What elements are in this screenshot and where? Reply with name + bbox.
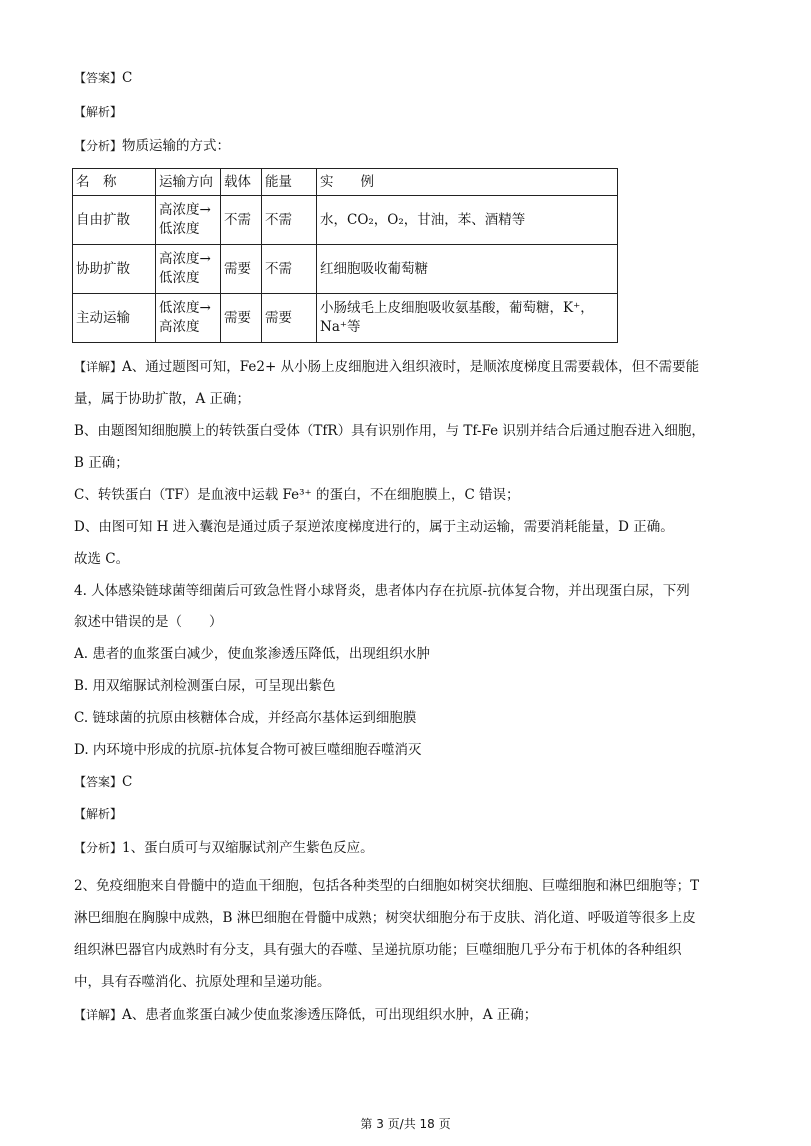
- row-direction: [156, 196, 221, 245]
- direction-line: 低浓度→: [159, 300, 211, 316]
- detail-text: A、患者血浆蛋白减少使血浆渗透压降低，可出现组织水肿，A 正确；: [122, 1007, 538, 1023]
- detail-line: C、转铁蛋白（TF）是血液中运载 Fe³⁺ 的蛋白，不在细胞膜上，C 错误；: [74, 487, 520, 503]
- question-option: A. 患者的血浆蛋白减少，使血浆渗透压降低，出现组织水肿: [74, 646, 430, 662]
- answer-line-2: [74, 772, 744, 792]
- fenxi-label: 【分析】: [74, 841, 123, 855]
- row-name: 协助扩散: [73, 245, 156, 294]
- table-row: [73, 294, 618, 343]
- question-option: C. 链球菌的抗原由核糖体合成，并经高尔基体运到细胞膜: [74, 710, 417, 726]
- answer-label: 【答案】: [74, 775, 123, 789]
- example-line: 小肠绒毛上皮细胞吸收氨基酸，葡萄糖，K⁺，: [320, 300, 594, 316]
- detail-line-2: [74, 1005, 744, 1025]
- fenxi-line-2: [74, 838, 744, 858]
- direction-line: 低浓度: [159, 270, 200, 286]
- paragraph-line: 组织淋巴器官内成熟时有分支，具有强大的吞噬、呈递抗原功能；巨噬细胞几乎分布于机体的各种组织: [74, 942, 682, 958]
- question-option: B. 用双缩脲试剂检测蛋白尿，可呈现出紫色: [74, 678, 336, 694]
- page-footer: 第 3 页/共 18 页: [360, 1117, 451, 1131]
- header-direction: 运输方向: [156, 169, 221, 196]
- detail-label: 【详解】: [74, 360, 123, 374]
- detail-label: 【详解】: [74, 1008, 123, 1022]
- row-carrier: 不需: [221, 196, 262, 245]
- direction-line: 高浓度: [159, 319, 200, 335]
- detail-line: B 正确；: [74, 455, 129, 471]
- row-name: 主动运输: [73, 294, 156, 343]
- direction-line: 高浓度→: [159, 251, 211, 267]
- header-name: 名 称: [73, 169, 156, 196]
- detail-line: 故选 C。: [74, 551, 130, 567]
- fenxi-line-1: [74, 136, 744, 156]
- question-stem: 叙述中错误的是（ ）: [74, 614, 223, 630]
- row-direction: [156, 245, 221, 294]
- table-row: [73, 196, 618, 245]
- detail-line: D、由图可知 H 进入囊泡是通过质子泵逆浓度梯度进行的，属于主动运输，需要消耗能量，D 正确。: [74, 519, 674, 535]
- analysis-heading-2: 【解析】: [74, 807, 123, 821]
- row-carrier: 需要: [221, 294, 262, 343]
- row-direction: [156, 294, 221, 343]
- row-energy: 不需: [262, 245, 317, 294]
- direction-line: 高浓度→: [159, 202, 211, 218]
- detail-line: B、由题图知细胞膜上的转铁蛋白受体（TfR）具有识别作用，与 Tf-Fe 识别并结合后通过胞吞进入细胞，: [74, 423, 705, 439]
- table-row: [73, 245, 618, 294]
- question-stem: 4. 人体感染链球菌等细菌后可致急性肾小球肾炎，患者体内存在抗原-抗体复合物，并出现蛋白尿，下列: [74, 583, 690, 599]
- row-example: 水，CO₂，O₂，甘油，苯、酒精等: [317, 196, 618, 245]
- row-example: 红细胞吸收葡萄糖: [317, 245, 618, 294]
- paragraph-line: 2、免疫细胞来自骨髓中的造血干细胞，包括各种类型的白细胞如树突状细胞、巨噬细胞和淋巴细胞等；T: [74, 878, 700, 894]
- detail-line: [74, 357, 744, 377]
- direction-line: 低浓度: [159, 221, 200, 237]
- table-header-row: [73, 169, 618, 196]
- row-carrier: 需要: [221, 245, 262, 294]
- header-carrier: 载体: [221, 169, 262, 196]
- header-example: 实 例: [317, 169, 618, 196]
- example-line: Na⁺等: [320, 319, 361, 335]
- row-energy: 不需: [262, 196, 317, 245]
- fenxi-label: 【分析】: [74, 139, 123, 153]
- fenxi-text: 物质运输的方式：: [122, 138, 231, 154]
- answer-value: C: [122, 774, 133, 790]
- transport-table: [72, 168, 618, 343]
- detail-line: 量，属于协助扩散，A 正确；: [74, 391, 251, 407]
- detail-text: A、通过题图可知，Fe2+ 从小肠上皮细胞进入组织液时，是顺浓度梯度且需要载体，但不需要能: [122, 359, 700, 375]
- answer-value: C: [122, 70, 133, 86]
- paragraph-line: 中，具有吞噬消化、抗原处理和呈递功能。: [74, 974, 331, 990]
- question-option: D. 内环境中形成的抗原-抗体复合物可被巨噬细胞吞噬消灭: [74, 742, 422, 758]
- row-energy: 需要: [262, 294, 317, 343]
- fenxi-text: 1、蛋白质可与双缩脲试剂产生紫色反应。: [122, 840, 374, 856]
- answer-label: 【答案】: [74, 71, 123, 85]
- header-energy: 能量: [262, 169, 317, 196]
- answer-line-1: [74, 68, 744, 88]
- row-example: [317, 294, 618, 343]
- paragraph-line: 淋巴细胞在胸腺中成熟，B 淋巴细胞在骨髓中成熟；树突状细胞分布于皮肤、消化道、呼吸道等很多上皮: [74, 910, 696, 926]
- row-name: 自由扩散: [73, 196, 156, 245]
- analysis-heading-1: 【解析】: [74, 105, 123, 119]
